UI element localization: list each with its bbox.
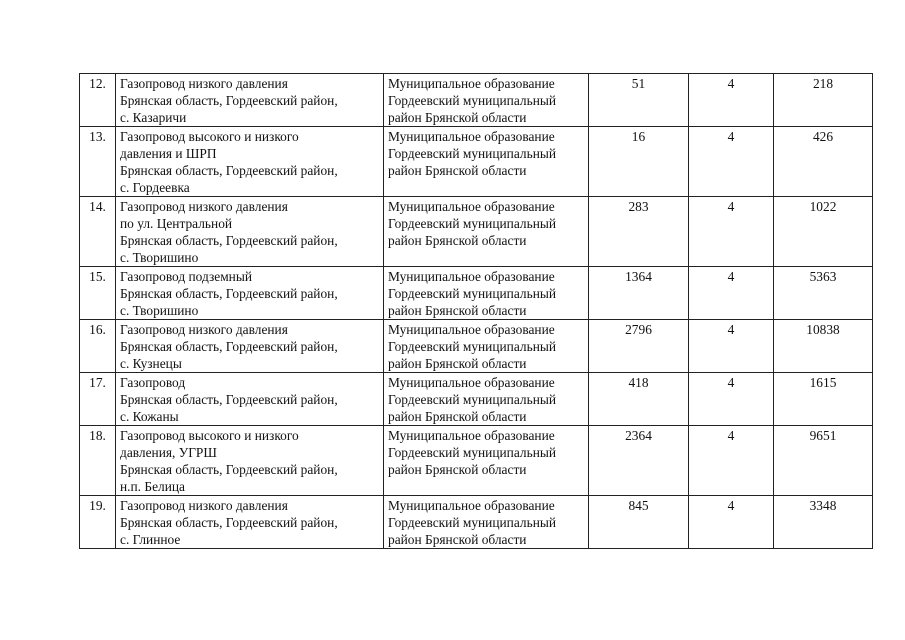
- owner-line: район Брянской области: [388, 462, 527, 477]
- object-name-cell: [116, 127, 384, 197]
- value-cell: 3348: [774, 496, 873, 549]
- table-row: [80, 267, 873, 320]
- length-cell: 2364: [589, 426, 689, 496]
- owner-line: Муниципальное образование: [388, 322, 555, 337]
- object-name-cell: [116, 74, 384, 127]
- owner-cell: [384, 373, 589, 426]
- object-name-line: Брянская область, Гордеевский район,: [120, 515, 338, 530]
- length-cell: 51: [589, 74, 689, 127]
- object-name-line: с. Творишино: [120, 250, 199, 265]
- row-number: 16.: [80, 320, 116, 373]
- owner-line: Муниципальное образование: [388, 375, 555, 390]
- owner-line: Муниципальное образование: [388, 269, 555, 284]
- object-name-line: с. Глинное: [120, 532, 181, 547]
- row-number: 17.: [80, 373, 116, 426]
- owner-line: Гордеевский муниципальный: [388, 339, 557, 354]
- object-name-line: Брянская область, Гордеевский район,: [120, 462, 338, 477]
- owner-line: район Брянской области: [388, 409, 527, 424]
- row-number: 19.: [80, 496, 116, 549]
- table-row: [80, 197, 873, 267]
- value-cell: 1615: [774, 373, 873, 426]
- value-cell: 426: [774, 127, 873, 197]
- row-number: 15.: [80, 267, 116, 320]
- category-cell: 4: [689, 373, 774, 426]
- owner-line: Гордеевский муниципальный: [388, 392, 557, 407]
- length-cell: 16: [589, 127, 689, 197]
- object-name-line: Брянская область, Гордеевский район,: [120, 286, 338, 301]
- row-number: 14.: [80, 197, 116, 267]
- object-name-line: Газопровод низкого давления: [120, 199, 288, 214]
- owner-line: Гордеевский муниципальный: [388, 445, 557, 460]
- object-name-line: давления и ШРП: [120, 146, 217, 161]
- category-cell: 4: [689, 74, 774, 127]
- owner-cell: [384, 74, 589, 127]
- value-cell: 218: [774, 74, 873, 127]
- owner-line: Муниципальное образование: [388, 199, 555, 214]
- object-name-line: с. Казаричи: [120, 110, 187, 125]
- owner-line: Муниципальное образование: [388, 428, 555, 443]
- category-cell: 4: [689, 267, 774, 320]
- object-name-line: давления, УГРШ: [120, 445, 217, 460]
- object-name-line: н.п. Белица: [120, 479, 185, 494]
- value-cell: 1022: [774, 197, 873, 267]
- owner-line: Гордеевский муниципальный: [388, 286, 557, 301]
- owner-cell: [384, 426, 589, 496]
- owner-line: район Брянской области: [388, 356, 527, 371]
- owner-line: район Брянской области: [388, 163, 527, 178]
- table-row: [80, 320, 873, 373]
- category-cell: 4: [689, 496, 774, 549]
- length-cell: 845: [589, 496, 689, 549]
- object-name-line: Газопровод низкого давления: [120, 498, 288, 513]
- object-name-line: Газопровод низкого давления: [120, 322, 288, 337]
- object-name-line: Газопровод низкого давления: [120, 76, 288, 91]
- gas-pipeline-registry-table: [79, 73, 873, 549]
- table-row: [80, 74, 873, 127]
- object-name-line: Газопровод высокого и низкого: [120, 428, 299, 443]
- table-row: [80, 496, 873, 549]
- table-row: [80, 373, 873, 426]
- object-name-line: Газопровод: [120, 375, 186, 390]
- row-number: 13.: [80, 127, 116, 197]
- table-row: [80, 127, 873, 197]
- length-cell: 2796: [589, 320, 689, 373]
- owner-line: Муниципальное образование: [388, 129, 555, 144]
- length-cell: 418: [589, 373, 689, 426]
- object-name-line: Брянская область, Гордеевский район,: [120, 163, 338, 178]
- owner-line: район Брянской области: [388, 110, 527, 125]
- object-name-line: Брянская область, Гордеевский район,: [120, 392, 338, 407]
- object-name-line: Брянская область, Гордеевский район,: [120, 93, 338, 108]
- value-cell: 10838: [774, 320, 873, 373]
- object-name-cell: [116, 197, 384, 267]
- object-name-line: Брянская область, Гордеевский район,: [120, 233, 338, 248]
- object-name-line: Газопровод высокого и низкого: [120, 129, 299, 144]
- owner-cell: [384, 267, 589, 320]
- owner-cell: [384, 127, 589, 197]
- object-name-line: с. Творишино: [120, 303, 199, 318]
- length-cell: 283: [589, 197, 689, 267]
- owner-line: Гордеевский муниципальный: [388, 93, 557, 108]
- owner-line: Гордеевский муниципальный: [388, 216, 557, 231]
- owner-line: район Брянской области: [388, 532, 527, 547]
- object-name-line: Брянская область, Гордеевский район,: [120, 339, 338, 354]
- object-name-line: Газопровод подземный: [120, 269, 253, 284]
- object-name-line: с. Кожаны: [120, 409, 179, 424]
- object-name-cell: [116, 320, 384, 373]
- owner-line: район Брянской области: [388, 233, 527, 248]
- object-name-line: с. Кузнецы: [120, 356, 182, 371]
- owner-line: Муниципальное образование: [388, 498, 555, 513]
- owner-line: Муниципальное образование: [388, 76, 555, 91]
- category-cell: 4: [689, 197, 774, 267]
- owner-cell: [384, 320, 589, 373]
- owner-line: Гордеевский муниципальный: [388, 515, 557, 530]
- owner-line: Гордеевский муниципальный: [388, 146, 557, 161]
- row-number: 12.: [80, 74, 116, 127]
- object-name-cell: [116, 267, 384, 320]
- owner-cell: [384, 496, 589, 549]
- category-cell: 4: [689, 426, 774, 496]
- object-name-line: с. Гордеевка: [120, 180, 190, 195]
- object-name-cell: [116, 426, 384, 496]
- object-name-cell: [116, 373, 384, 426]
- length-cell: 1364: [589, 267, 689, 320]
- category-cell: 4: [689, 127, 774, 197]
- table-row: [80, 426, 873, 496]
- object-name-line: по ул. Центральной: [120, 216, 233, 231]
- value-cell: 9651: [774, 426, 873, 496]
- row-number: 18.: [80, 426, 116, 496]
- object-name-cell: [116, 496, 384, 549]
- category-cell: 4: [689, 320, 774, 373]
- value-cell: 5363: [774, 267, 873, 320]
- owner-line: район Брянской области: [388, 303, 527, 318]
- table-body: [80, 74, 873, 549]
- owner-cell: [384, 197, 589, 267]
